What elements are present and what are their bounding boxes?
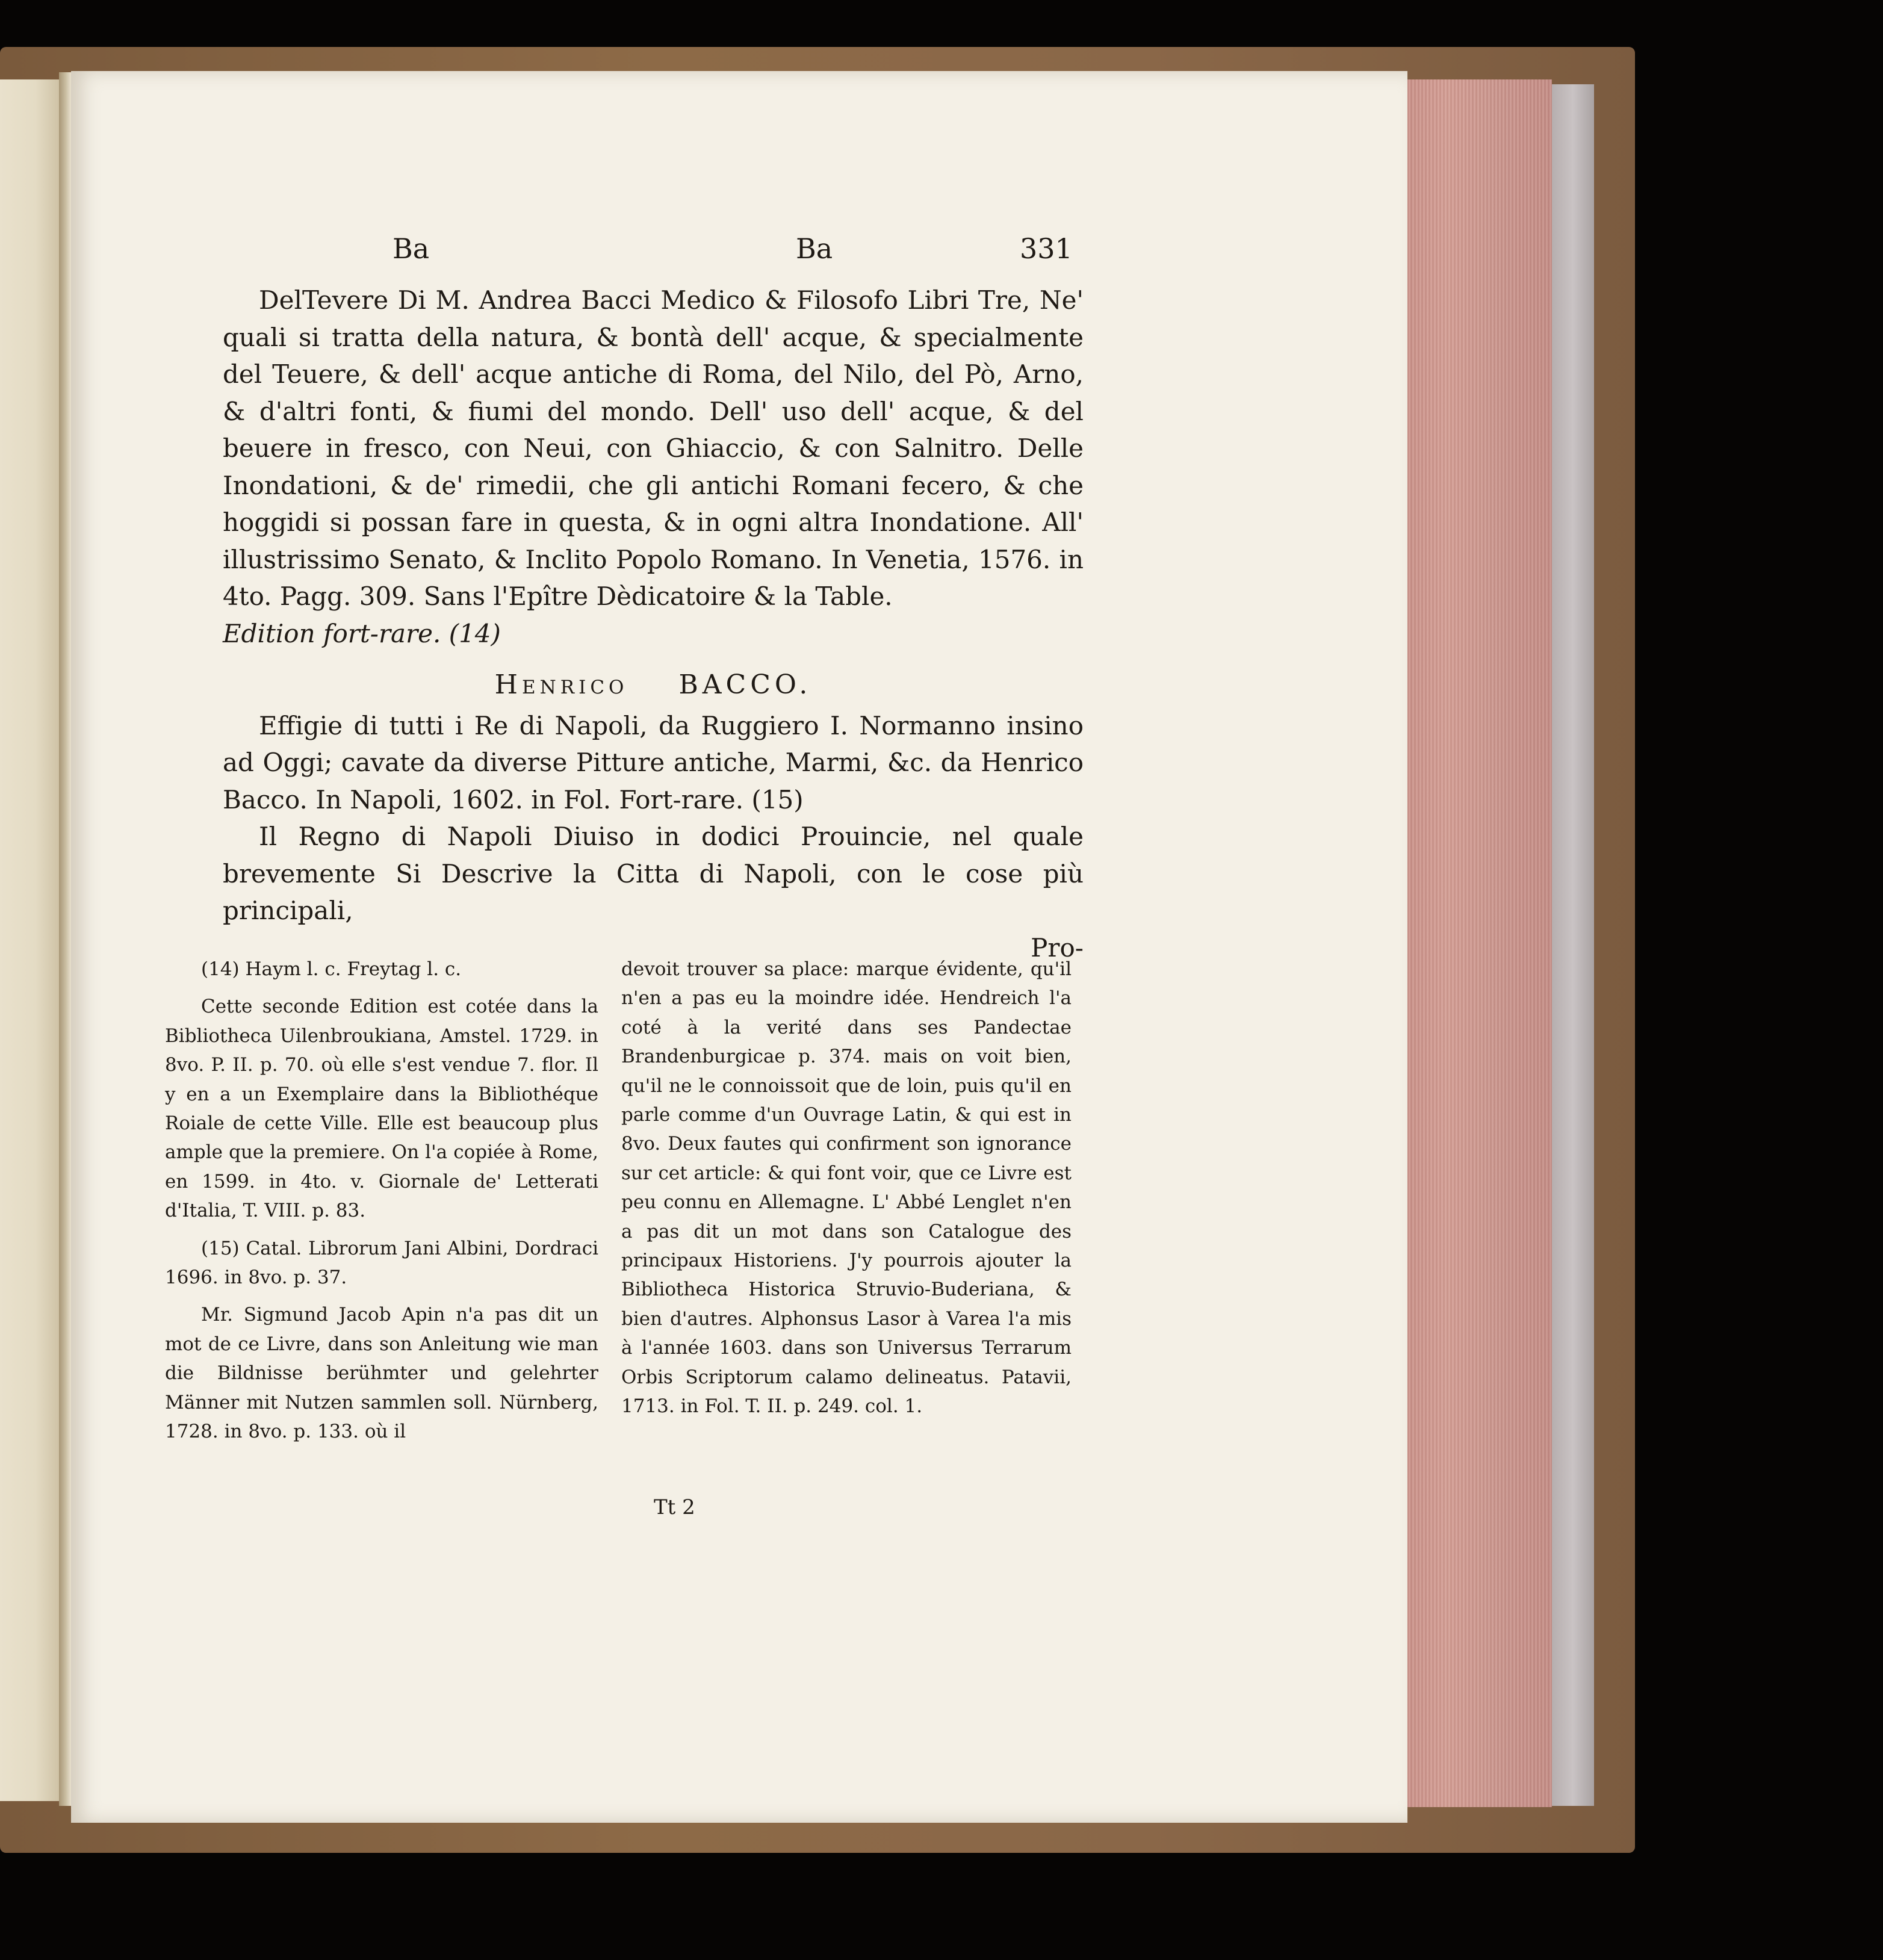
gutter — [59, 72, 72, 1806]
note-15-continued: devoit trouver sa place: marque évidente, qu'il n'en a pas eu la moindre idée. Hendreich l'a coté à la verité dans ses Pandectae Brandenburgicae p. 374. mais on voit bien, qu'il ne le connoissoit que de loin, puis qu'il en parle comme d'un Ouvrage Latin, & qui est in 8vo. Deux fautes qui confirment son ignorance sur cet article: & qui font voir, que ce Livre est peu connu en Allemagne. L' Abbé Lenglet n'en a pas dit un mot dans son Catalogue des principaux Historiens. J'y pourrois ajouter la Bibliotheca Historica Struvio-Buderiana, & bien d'autres. Alphonsus Lasor à Varea l'a mis à l'année 1603. dans son Universus Terrarum Orbis Scriptorum calamo delineatus. Patavii, 1713. in Fol. T. II. p. 249. col. 1. — [621, 958, 1072, 1418]
entry-bacci — [223, 282, 1084, 652]
endpaper-edges — [1552, 84, 1594, 1806]
header-left: Ba — [392, 232, 430, 265]
entry-bacci-text: DelTevere Di M. Andrea Bacci Medico & Filosofo Libri Tre, Ne' quali si tratta della natura, & bontà dell' acque, & specialmente del Teuere, & dell' acque antiche di Roma, del Nilo, del Pò, Arno, & d'altri fonti, & fiumi del mondo. Dell' uso dell' acque, & del beuere in fresco, con Neui, con Ghiaccio, & con Salnitro. Delle Inondationi, & de' rimedii, che gli antichi Romani fecero, & che hoggidi si possan fare in questa, & in ogni altra Inondatione. All' illustrissimo Senato, & Inclito Popolo Romano. In Venetia, 1576. in 4to. Pagg. 309. Sans l'Epître Dèdicatoire & la Table. — [223, 285, 1084, 611]
footnotes-right-column — [621, 955, 1072, 1421]
entry-bacci-note: Edition fort-rare. (14) — [223, 618, 501, 648]
catchword: Pro- — [1031, 932, 1084, 963]
facing-page-edge — [0, 79, 59, 1801]
header-center: Ba — [796, 232, 833, 265]
signature-mark: Tt 2 — [654, 1495, 695, 1519]
author-last-name: BACCO. — [678, 669, 812, 700]
author-heading — [223, 666, 1084, 704]
note-15-body: Mr. Sigmund Jacob Apin n'a pas dit un mot de ce Livre, dans son Anleitung wie man die Bildnisse berühmter und gelehrter Männer mit Nutzen sammlen soll. Nürnberg, 1728. in 8vo. p. 133. où il — [165, 1304, 598, 1443]
note-14-head: (14) Haym l. c. Freytag l. c. — [201, 958, 462, 980]
footnotes-left-column — [165, 955, 598, 1447]
note-15: (15) Catal. Librorum Jani Albini, Dordraci 1696. in 8vo. p. 37. — [165, 1237, 598, 1289]
running-header — [0, 232, 1883, 268]
main-text — [223, 282, 1084, 966]
page-edges — [1401, 79, 1552, 1807]
entry-regno: Il Regno di Napoli Diuiso in dodici Prouincie, nel quale brevemente Si Descrive la Citta di Napoli, con le cose più principali, — [223, 822, 1084, 925]
page-number: 331 — [1020, 232, 1073, 265]
author-first-name: Henrico — [494, 669, 628, 700]
entry-effigie: Effigie di tutti i Re di Napoli, da Ruggiero I. Normanno insino ad Oggi; cavate da diverse Pitture antiche, Marmi, &c. da Henrico Bacco. In Napoli, 1602. in Fol. Fort-rare. (15) — [223, 710, 1084, 814]
note-14-body: Cette seconde Edition est cotée dans la Bibliotheca Uilenbroukiana, Amstel. 1729. in 8vo. P. II. p. 70. où elle s'est vendue 7. flor. Il y en a un Exemplaire dans la Bibliothéque Roiale de cette Ville. Elle est beaucoup plus ample que la premiere. On l'a copiée à Rome, en 1599. in 4to. v. Giornale de' Letterati d'Italia, T. VIII. p. 83. — [165, 996, 598, 1222]
